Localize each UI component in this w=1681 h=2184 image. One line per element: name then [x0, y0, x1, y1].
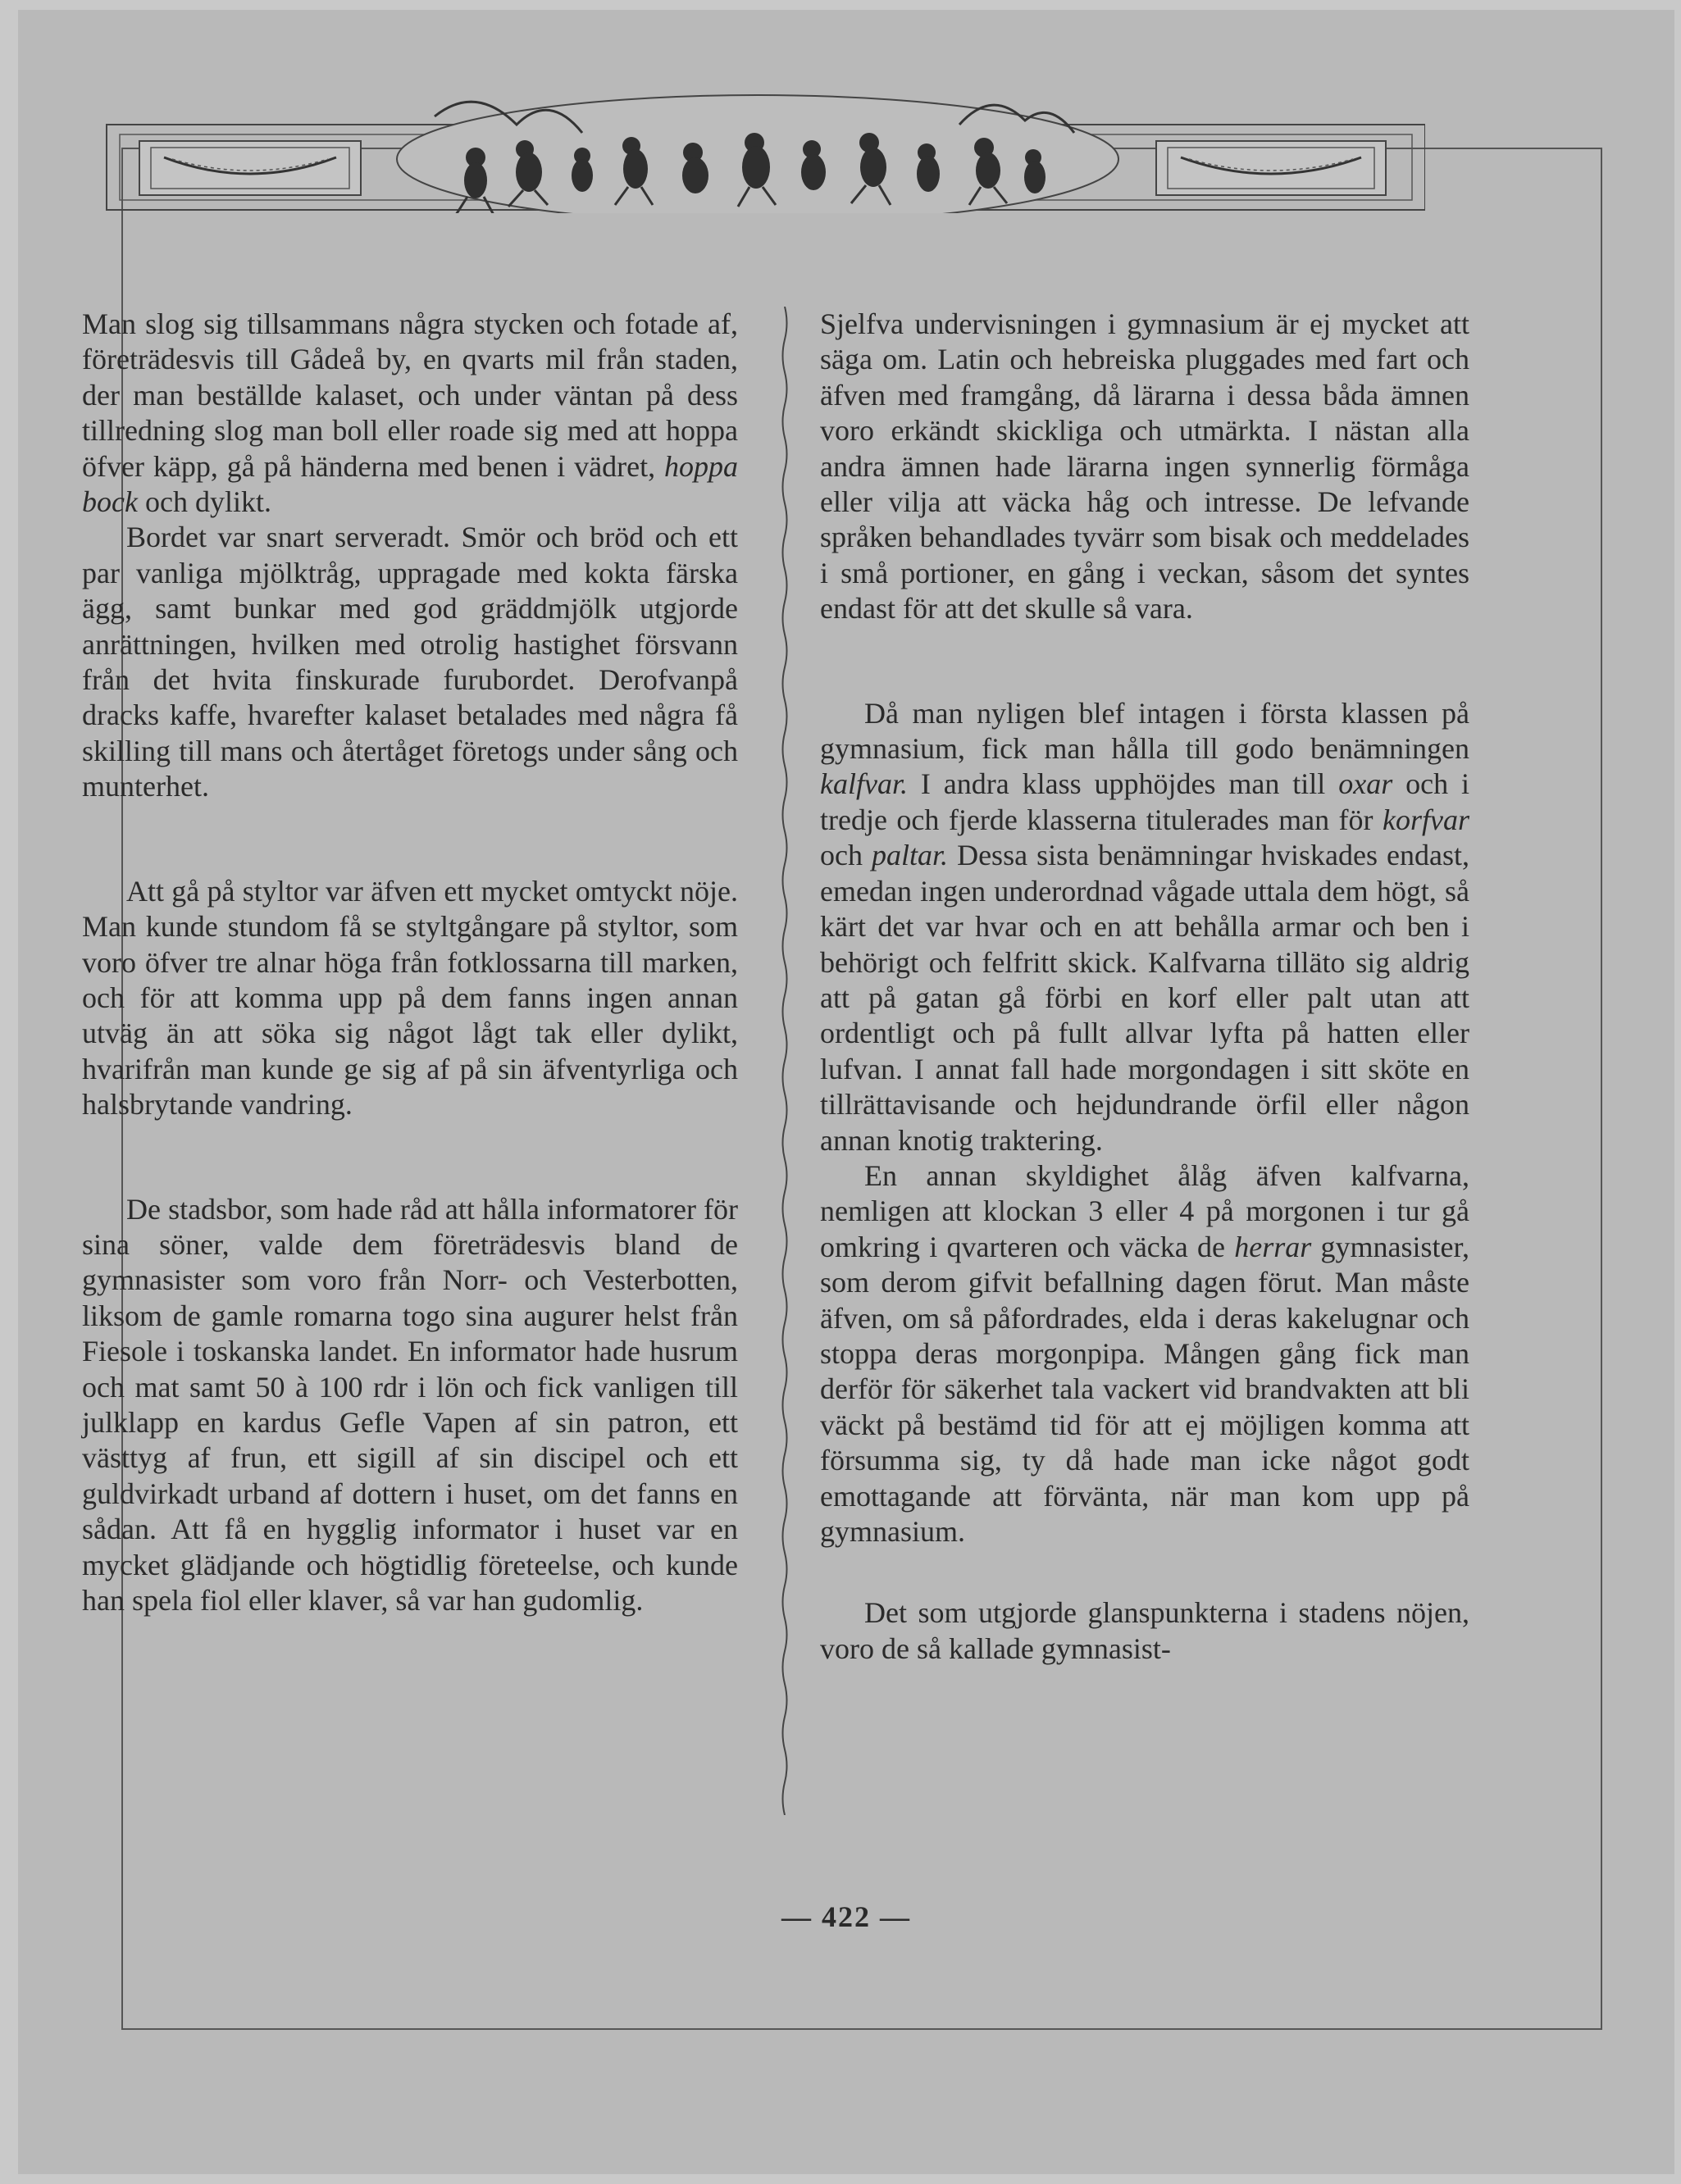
term-herrar: herrar	[1234, 1230, 1312, 1263]
central-dance-scene	[397, 95, 1118, 213]
header-illustration	[90, 67, 1425, 213]
left-text-column	[82, 307, 738, 1618]
right-text-column	[820, 307, 1469, 1667]
left-p1-text: Man slog sig tillsammans några stycken och fotade af, företrädesvis till Gådeå by, en qvarts mil från staden, der man beställde kalaset, och under väntan på dess tillredning slog man boll eller roade sig med att hoppa öfver käpp, gå på händerna med benen i vädret,	[82, 307, 738, 483]
right-paragraph-1: Sjelfva undervisningen i gymnasium är ej mycket att säga om. Latin och hebreiska pluggades med fart och äfven med framgång, då lärarna i dessa båda ämnen voro erkändt skickliga och utmärkta. I nästan alla andra ämnen hade lärarna ingen synnerlig förmåga eller vilja att väcka håg och intresse. De lefvande språken behandlades tyvärr som bisak och meddelades i små portioner, en gång i veckan, såsom det syntes endast för att det skulle så vara.	[820, 307, 1469, 626]
left-paragraph-3: Att gå på styltor var äfven ett mycket omtyckt nöje. Man kunde stundom få se styltgångare på styltor, som voro öfver tre alnar höga från fotklossarna till marken, och för att komma upp på dem fanns ingen annan utväg än att söka sig något lågt tak eller dylikt, hvarifrån man kunde ge sig af på sin äfventyrliga och halsbrytande vandring.	[82, 874, 738, 1122]
column-divider	[777, 307, 793, 1815]
right-ornament-panel	[1156, 141, 1386, 195]
page-number	[18, 1900, 1674, 1934]
term-kalfvar: kalfvar.	[820, 767, 908, 801]
right-paragraph-3: En annan skyldighet ålåg äfven kalfvarna, nemligen att klockan 3 eller 4 på morgonen i tur gå omkring i qvarteren och väcka de herrar gymnasister, som derom gifvit befallning dagen förut. Man måste äfven, om så påfordrades, elda i deras kakelugnar och stoppa deras morgonpipa. Mången gång fick man derför för säkerhet tala vackert vid brandvakten att bli väckt på bestämd tid för att ej möjligen komma att försumma sig, ty då hade man icke något godt emottagande att förvänta, när man kom upp på gymnasium.	[820, 1158, 1469, 1548]
left-paragraph-2: Bordet var snart serveradt. Smör och bröd och ett par vanliga mjölktråg, uppragade med kokta färska ägg, samt bunkar med god gräddmjölk utgjorde anrättningen, hvilken med otrolig hastighet försvann från det hvita finskurade furubordet. Derofvanpå dracks kaffe, hvarefter kalaset betalades med några få skilling till mans och återtåget företogs under sång och munterhet.	[82, 521, 738, 803]
left-p1-italic: hoppa bock	[82, 449, 738, 519]
book-page	[18, 10, 1674, 2174]
left-p1-end: och dylikt.	[144, 485, 271, 519]
left-paragraph-1	[82, 307, 738, 520]
term-paltar: paltar.	[872, 839, 949, 872]
left-paragraph-4: De stadsbor, som hade råd att hålla informatorer för sina söner, valde dem företrädesvis bland de gymnasister som voro från Norr- och Vesterbotten, liksom de gamle romarna togo sina augurer helst från Fiesole i toskanska landet. En informator hade husrum och mat samt 50 à 100 rdr i lön och fick vanligen till julklapp en kardus Gefle Vapen af sin patron, ett västtyg af frun, ett sigill af sin discipel och ett guldvirkadt urband af dottern i huset, om det fanns en sådan. Att få en hygglig informator i huset var en mycket glädjande och högtidlig företeelse, och kunde han spela fiol eller klaver, så var han gudomlig.	[82, 1192, 738, 1617]
term-oxar: oxar	[1338, 767, 1393, 801]
term-korfvar: korfvar	[1383, 803, 1470, 836]
left-ornament-panel	[139, 141, 361, 195]
page-number-text: — 422 —	[781, 1900, 911, 1933]
header-vignette-graphic	[90, 67, 1425, 213]
right-paragraph-4: Det som utgjorde glanspunkterna i stadens nöjen, voro de så kallade gymnasist-	[820, 1596, 1469, 1665]
right-paragraph-2: Då man nyligen blef intagen i första klassen på gymnasium, fick man hålla till godo benämningen kalfvar. I andra klass upphöjdes man till oxar och i tredje och fjerde klasserna titulerades man för korfvar och paltar. Dessa sista benämningar hviskades endast, emedan ingen underordnad vågade uttala dem högt, så kärt det var hvar och en att behålla armar och ben i behörigt och felfritt skick. Kalfvarna tilläto sig aldrig att på gatan gå förbi en korf eller palt utan att ordentligt och på fullt allvar lyfta på hatten eller lufvan. I annat fall hade morgondagen i sitt sköte en tillrättavisande och hejdundrande örfil eller någon annan knotig traktering.	[820, 696, 1470, 1157]
